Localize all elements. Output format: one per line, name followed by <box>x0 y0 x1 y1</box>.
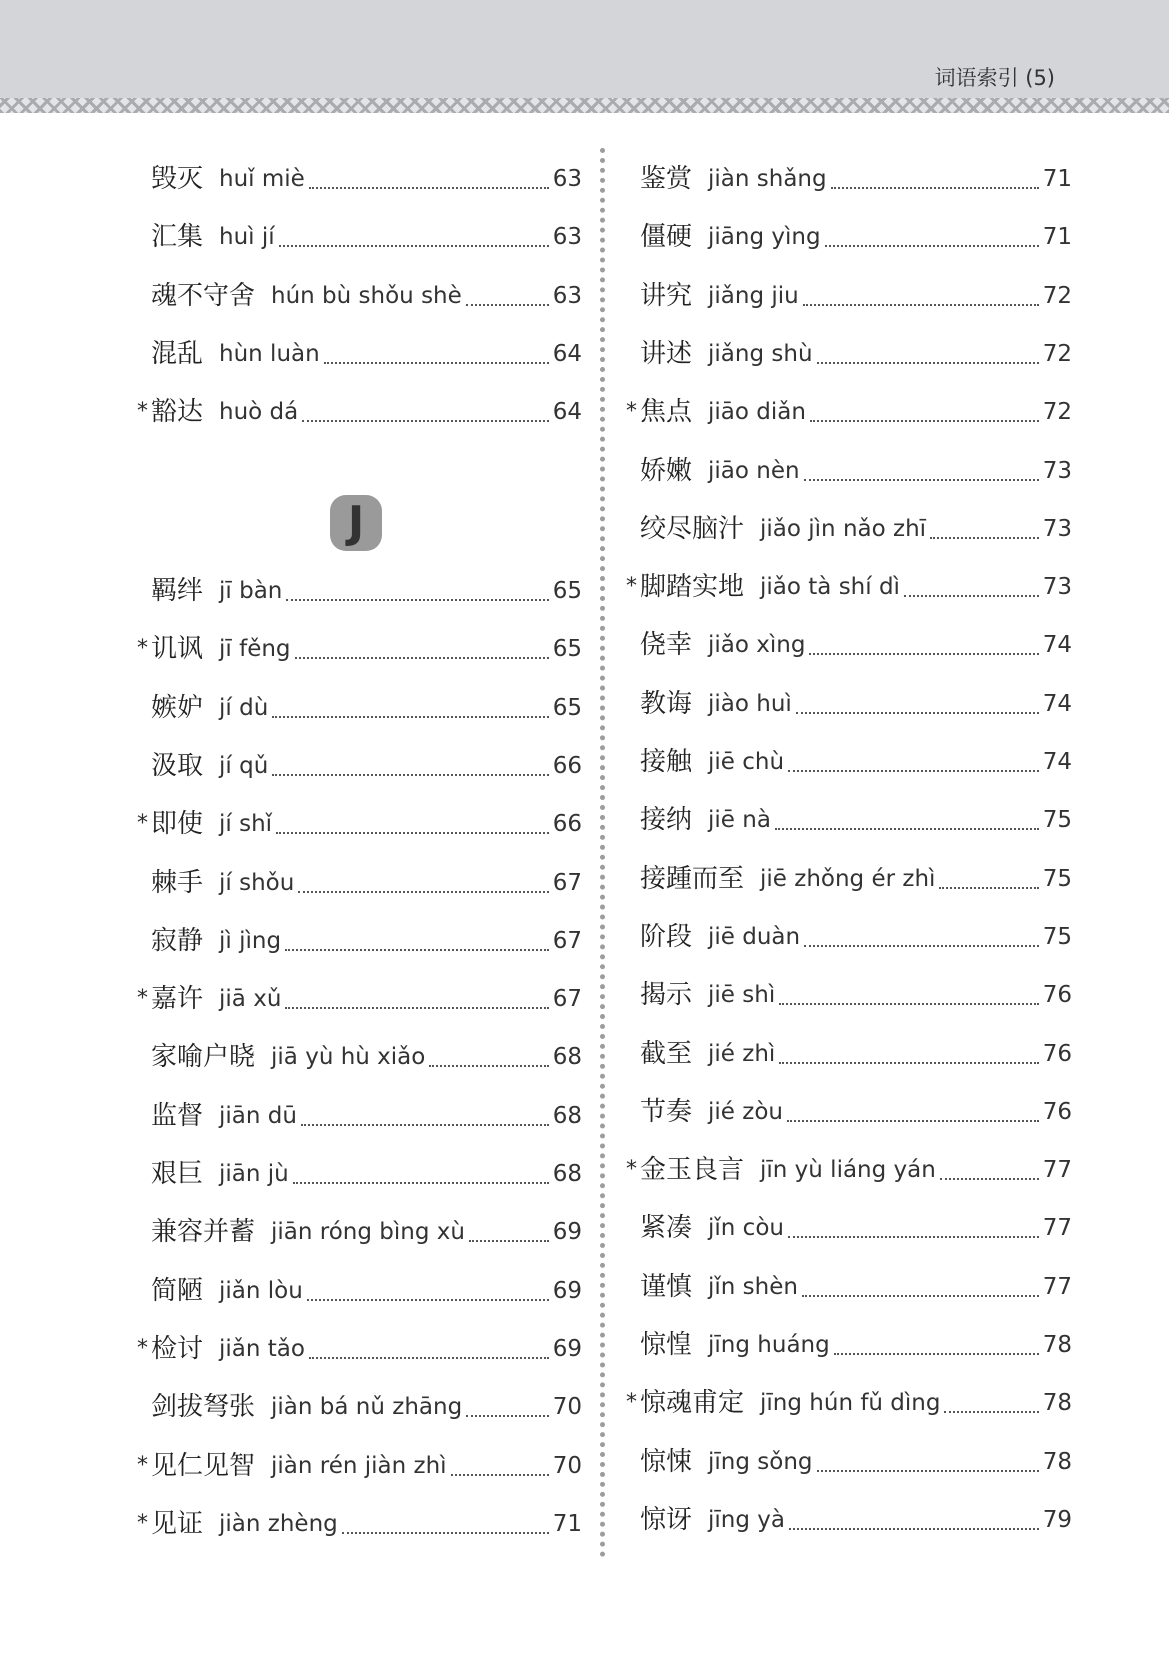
entry-pinyin: jiāo diǎn <box>708 399 806 426</box>
dot-leader <box>775 828 1039 830</box>
entry-pinyin: jiā yù hù xiǎo <box>271 1044 426 1071</box>
index-entry <box>640 451 1072 491</box>
entry-word: 侥幸 <box>640 630 693 661</box>
dot-leader <box>272 774 548 776</box>
entry-page: 76 <box>1042 1040 1072 1067</box>
entry-word: 教诲 <box>640 688 693 719</box>
index-entry <box>640 742 1072 782</box>
entry-word: 阶段 <box>640 921 693 952</box>
star-marker: * <box>137 1335 148 1361</box>
dot-leader <box>301 1124 549 1126</box>
star-marker: * <box>137 986 148 1012</box>
entry-pinyin: jiān jù <box>219 1161 289 1187</box>
entry-page: 74 <box>1042 749 1072 775</box>
dot-leader <box>817 1470 1039 1472</box>
index-entry <box>640 625 1072 665</box>
dot-leader <box>904 595 1039 597</box>
dot-leader <box>796 712 1039 714</box>
entry-word: 嘉许 <box>151 984 204 1015</box>
entry-page: 69 <box>552 1277 582 1304</box>
entry-word: 混乱 <box>151 338 204 369</box>
entry-page: 67 <box>552 869 582 896</box>
entry-word: 寂静 <box>151 925 204 956</box>
dot-leader <box>788 1236 1039 1238</box>
dot-leader <box>286 599 548 601</box>
section-letter: J <box>347 497 365 548</box>
entry-pinyin: jīng huáng <box>708 1332 830 1358</box>
entry-word: 讥讽 <box>151 634 204 665</box>
entry-word: 金玉良言 <box>640 1155 745 1186</box>
star-marker: * <box>137 811 148 837</box>
entry-pinyin: jì jìng <box>219 927 282 954</box>
entry-pinyin: huì jí <box>219 224 275 251</box>
entry-pinyin: hùn luàn <box>219 340 320 367</box>
entry-page: 78 <box>1042 1390 1072 1417</box>
entry-pinyin: jiāo nèn <box>708 457 800 484</box>
entry-word: 羁绊 <box>151 576 204 606</box>
index-entry <box>151 1387 582 1427</box>
dot-leader <box>324 362 549 364</box>
dot-leader <box>825 245 1039 247</box>
entry-pinyin: jié zòu <box>708 1098 783 1125</box>
entry-word: 剑拔弩张 <box>151 1392 256 1423</box>
entry-page: 66 <box>552 752 582 779</box>
entry-page: 68 <box>552 1102 582 1129</box>
entry-page: 70 <box>552 1452 582 1479</box>
entry-page: 66 <box>552 811 582 838</box>
index-entry <box>640 800 1072 840</box>
entry-word: 见证 <box>151 1508 204 1539</box>
index-entry <box>137 804 582 844</box>
entry-pinyin: jiào huì <box>708 690 792 717</box>
page-header <box>0 0 1169 98</box>
entry-page: 67 <box>552 927 582 954</box>
entry-page: 65 <box>552 636 582 663</box>
entry-page: 73 <box>1042 574 1072 601</box>
entry-pinyin: jī fěng <box>219 636 291 663</box>
entry-pinyin: jǐn shèn <box>708 1273 798 1300</box>
dot-leader <box>803 304 1039 306</box>
index-entry <box>640 1034 1072 1074</box>
star-marker: * <box>137 636 148 662</box>
entry-pinyin: jiǎo xìng <box>708 632 806 659</box>
dot-leader <box>940 1178 1039 1180</box>
dot-leader <box>788 770 1039 772</box>
entry-word: 惊惶 <box>640 1330 693 1360</box>
entry-word: 艰巨 <box>151 1159 204 1189</box>
entry-word: 毁灭 <box>151 164 204 194</box>
dot-leader <box>285 1007 548 1009</box>
entry-page: 75 <box>1042 923 1072 950</box>
entry-page: 79 <box>1042 1506 1072 1533</box>
dot-leader <box>810 420 1039 422</box>
index-entry <box>151 921 582 961</box>
dot-leader <box>787 1120 1039 1122</box>
entry-page: 68 <box>552 1161 582 1187</box>
entry-pinyin: jǐn còu <box>708 1215 784 1242</box>
dot-leader <box>831 187 1039 189</box>
entry-pinyin: jiàn bá nǔ zhāng <box>271 1394 463 1421</box>
star-marker: * <box>626 399 637 425</box>
entry-page: 73 <box>1042 515 1072 542</box>
entry-page: 76 <box>1042 1098 1072 1125</box>
entry-word: 惊魂甫定 <box>640 1388 745 1419</box>
index-entry <box>640 1092 1072 1132</box>
entry-pinyin: jí qǔ <box>219 752 269 779</box>
entry-pinyin: jí dù <box>219 694 269 721</box>
index-entry <box>151 1096 582 1136</box>
entry-word: 谨慎 <box>640 1271 693 1302</box>
entry-page: 72 <box>1042 399 1072 426</box>
entry-page: 74 <box>1042 632 1072 659</box>
entry-page: 77 <box>1042 1157 1072 1184</box>
entry-word: 惊悚 <box>640 1446 693 1477</box>
entry-word: 惊讶 <box>640 1504 693 1535</box>
entry-page: 71 <box>1042 166 1072 192</box>
index-entry <box>640 684 1072 724</box>
index-entry <box>151 1154 582 1194</box>
index-entry <box>137 1504 582 1544</box>
entry-word: 接触 <box>640 747 693 777</box>
entry-pinyin: jīng hún fǔ dìng <box>760 1390 941 1417</box>
entry-page: 69 <box>552 1335 582 1362</box>
index-entry <box>137 629 582 669</box>
dot-leader <box>309 1357 549 1359</box>
entry-page: 65 <box>552 694 582 721</box>
index-entry <box>640 276 1072 316</box>
index-entry <box>640 1442 1072 1482</box>
dot-leader <box>779 1003 1039 1005</box>
entry-word: 娇嫩 <box>640 455 693 486</box>
dot-leader <box>309 187 549 189</box>
entry-page: 68 <box>552 1044 582 1071</box>
entry-page: 72 <box>1042 340 1072 367</box>
dot-leader <box>939 887 1038 889</box>
entry-pinyin: huò dá <box>219 399 299 426</box>
entry-pinyin: jiǎn tǎo <box>219 1335 305 1362</box>
dot-leader <box>809 653 1038 655</box>
dot-leader <box>276 832 549 834</box>
dot-leader <box>466 304 549 306</box>
entry-pinyin: jiē zhǒng ér zhì <box>760 865 936 892</box>
dot-leader <box>804 479 1039 481</box>
entry-page: 70 <box>552 1394 582 1421</box>
entry-word: 家喻户晓 <box>151 1042 256 1073</box>
dot-leader <box>279 245 549 247</box>
entry-page: 75 <box>1042 865 1072 892</box>
entry-pinyin: jié zhì <box>708 1040 776 1067</box>
entry-word: 鉴赏 <box>640 164 693 194</box>
index-entry <box>640 917 1072 957</box>
entry-word: 讲究 <box>640 280 693 311</box>
index-entry <box>640 1208 1072 1248</box>
entry-pinyin: jiàn zhèng <box>219 1510 338 1537</box>
star-marker: * <box>137 399 148 425</box>
dot-leader <box>298 891 548 893</box>
decorative-pattern-band <box>0 98 1169 113</box>
index-entry <box>137 1446 582 1486</box>
dot-leader <box>817 362 1039 364</box>
index-entry <box>151 159 582 199</box>
index-entry <box>626 567 1072 607</box>
entry-word: 僵硬 <box>640 222 693 253</box>
header-title: 词语索引 (5) <box>934 66 1055 90</box>
index-entry <box>640 217 1072 257</box>
entry-page: 71 <box>552 1510 582 1537</box>
entry-word: 简陋 <box>151 1275 204 1306</box>
column-divider <box>600 148 605 1558</box>
entry-pinyin: jīng sǒng <box>708 1448 813 1475</box>
index-entry <box>151 571 582 611</box>
entry-pinyin: jiǎo jìn nǎo zhī <box>760 515 927 542</box>
entry-page: 77 <box>1042 1273 1072 1300</box>
index-entry <box>640 1500 1072 1540</box>
entry-page: 64 <box>552 399 582 426</box>
entry-pinyin: jí shǒu <box>219 869 295 896</box>
entry-pinyin: jiǎng jiu <box>708 282 799 309</box>
index-entry <box>640 1325 1072 1365</box>
index-entry <box>151 1212 582 1252</box>
entry-word: 即使 <box>151 809 204 840</box>
dot-leader <box>302 420 548 422</box>
dot-leader <box>342 1532 549 1534</box>
dot-leader <box>429 1065 548 1067</box>
section-letter-badge <box>330 495 382 551</box>
entry-page: 71 <box>1042 224 1072 251</box>
entry-pinyin: jiǎng shù <box>708 340 813 367</box>
entry-page: 75 <box>1042 807 1072 834</box>
dot-leader <box>307 1299 549 1301</box>
entry-word: 检讨 <box>151 1333 204 1364</box>
entry-word: 绞尽脑汁 <box>640 513 745 544</box>
index-entry <box>640 159 1072 199</box>
entry-word: 紧凑 <box>640 1213 693 1244</box>
entry-word: 嫉妒 <box>151 692 204 723</box>
entry-word: 截至 <box>640 1038 693 1069</box>
star-marker: * <box>626 1390 637 1416</box>
star-marker: * <box>137 1452 148 1478</box>
dot-leader <box>802 1295 1039 1297</box>
index-entry <box>151 863 582 903</box>
index-entry <box>640 334 1072 374</box>
entry-word: 讲述 <box>640 338 693 369</box>
entry-pinyin: jiā xǔ <box>219 986 282 1013</box>
entry-pinyin: jiē duàn <box>708 923 801 950</box>
entry-page: 78 <box>1042 1332 1072 1358</box>
entry-page: 72 <box>1042 282 1072 309</box>
entry-word: 汇集 <box>151 222 204 253</box>
entry-word: 揭示 <box>640 980 693 1011</box>
index-entry <box>151 334 582 374</box>
entry-word: 监督 <box>151 1100 204 1131</box>
index-entry <box>151 276 582 316</box>
entry-word: 汲取 <box>151 750 204 781</box>
entry-page: 63 <box>552 282 582 309</box>
dot-leader <box>469 1240 549 1242</box>
index-entry <box>137 392 582 432</box>
entry-page: 64 <box>552 340 582 367</box>
dot-leader <box>930 537 1039 539</box>
dot-leader <box>466 1415 549 1417</box>
entry-pinyin: jiān róng bìng xù <box>271 1219 465 1246</box>
entry-page: 67 <box>552 986 582 1013</box>
index-entry <box>151 1037 582 1077</box>
dot-leader <box>285 949 549 951</box>
entry-word: 脚踏实地 <box>640 572 745 603</box>
entry-page: 74 <box>1042 690 1072 717</box>
index-entry <box>151 217 582 257</box>
dot-leader <box>293 1182 549 1184</box>
dot-leader <box>944 1411 1038 1413</box>
entry-pinyin: jiān dū <box>219 1102 297 1129</box>
entry-pinyin: jiàn rén jiàn zhì <box>271 1452 447 1479</box>
dot-leader <box>779 1062 1038 1064</box>
entry-pinyin: jī bàn <box>219 578 283 604</box>
entry-page: 73 <box>1042 457 1072 484</box>
entry-page: 63 <box>552 224 582 251</box>
star-marker: * <box>626 574 637 600</box>
entry-pinyin: jīn yù liáng yán <box>760 1157 936 1184</box>
entry-pinyin: jiǎo tà shí dì <box>760 574 900 601</box>
entry-page: 78 <box>1042 1448 1072 1475</box>
entry-page: 76 <box>1042 982 1072 1009</box>
entry-pinyin: jīng yà <box>708 1506 785 1533</box>
entry-pinyin: huǐ miè <box>219 166 305 192</box>
entry-word: 兼容并蓄 <box>151 1217 256 1248</box>
entry-word: 棘手 <box>151 867 204 898</box>
entry-pinyin: jiàn shǎng <box>708 166 827 192</box>
index-entry <box>137 1329 582 1369</box>
entry-pinyin: jiǎn lòu <box>219 1277 303 1304</box>
index-entry <box>626 392 1072 432</box>
entry-word: 节奏 <box>640 1096 693 1127</box>
index-entry <box>640 859 1072 899</box>
entry-word: 焦点 <box>640 397 693 428</box>
index-entry <box>151 688 582 728</box>
entry-page: 69 <box>552 1219 582 1246</box>
dot-leader <box>789 1528 1039 1530</box>
star-marker: * <box>626 1157 637 1183</box>
star-marker: * <box>137 1510 148 1536</box>
entry-page: 63 <box>552 166 582 192</box>
index-entry <box>151 1271 582 1311</box>
index-entry <box>626 1383 1072 1423</box>
dot-leader <box>834 1353 1039 1355</box>
dot-leader <box>804 945 1039 947</box>
dot-leader <box>295 657 549 659</box>
entry-pinyin: jiē shì <box>708 982 776 1009</box>
entry-word: 豁达 <box>151 397 204 428</box>
entry-page: 77 <box>1042 1215 1072 1242</box>
dot-leader <box>451 1474 549 1476</box>
entry-page: 65 <box>552 578 582 604</box>
entry-word: 接纳 <box>640 805 693 836</box>
index-entry <box>137 979 582 1019</box>
entry-pinyin: jiē nà <box>708 807 771 834</box>
entry-word: 见仁见智 <box>151 1450 256 1481</box>
entry-word: 魂不守舍 <box>151 280 256 311</box>
entry-word: 接踵而至 <box>640 863 745 894</box>
entry-pinyin: hún bù shǒu shè <box>271 282 462 309</box>
entry-pinyin: jiāng yìng <box>708 224 821 251</box>
index-entry <box>626 1150 1072 1190</box>
index-entry <box>640 1267 1072 1307</box>
index-entry <box>640 975 1072 1015</box>
entry-pinyin: jí shǐ <box>219 811 273 838</box>
dot-leader <box>272 716 548 718</box>
entry-pinyin: jiē chù <box>708 749 785 775</box>
index-entry <box>151 746 582 786</box>
index-entry <box>640 509 1072 549</box>
